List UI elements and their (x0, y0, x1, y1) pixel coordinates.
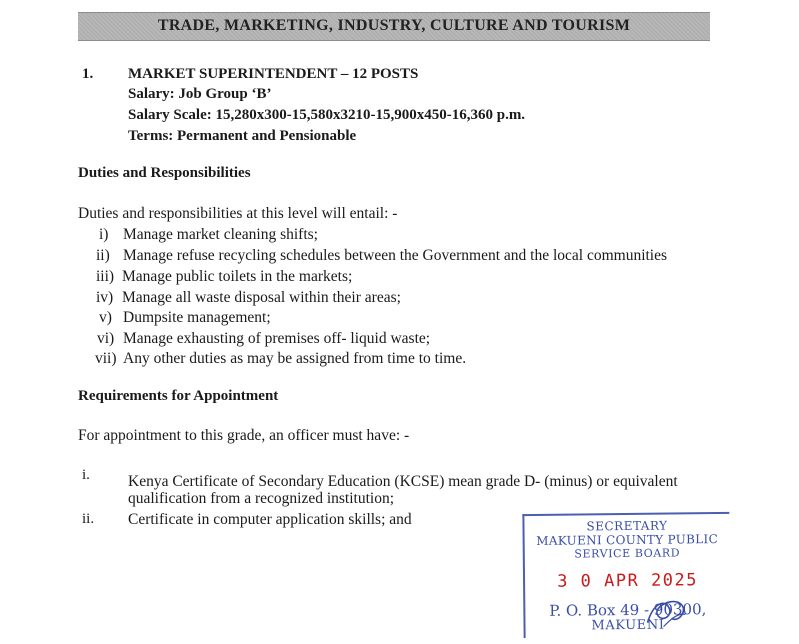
requirement-number: i. (82, 467, 90, 483)
duty-text: Manage market cleaning shifts; (123, 226, 318, 243)
post-title: MARKET SUPERINTENDENT – 12 POSTS (128, 66, 419, 82)
duty-item (96, 247, 667, 265)
signature-icon (643, 592, 689, 632)
stamp-secretary: SECRETARY (586, 518, 668, 534)
duty-number: iii) (96, 268, 115, 285)
stamp-board-suffix: SERVICE BOARD (574, 546, 681, 561)
duty-text: Manage public toilets in the markets; (122, 268, 353, 285)
duty-number: ii) (96, 247, 110, 264)
requirement-text: Certificate in computer application skills; and (128, 511, 412, 528)
post-salary-scale: Salary Scale: 15,280x300-15,580x3210-15,900x450-16,360 p.m. (128, 107, 526, 123)
stamp-board-name: MAKUENI COUNTY PUBLIC (536, 532, 719, 548)
duty-item (96, 268, 352, 286)
duty-number: vi) (97, 330, 115, 347)
duty-number: v) (99, 309, 112, 326)
requirement-text: Kenya Certificate of Secondary Education (KCSE) mean grade D- (minus) or equivalent (128, 473, 678, 490)
stamp-town: MAKUENI (591, 617, 665, 634)
duty-text: Manage exhausting of premises off- liquid waste; (123, 330, 431, 347)
requirements-intro: For appointment to this grade, an officer must have: - (78, 427, 410, 444)
official-stamp (522, 512, 730, 638)
requirement-number: ii. (82, 511, 95, 527)
duty-text: Dumpsite management; (123, 309, 271, 326)
duties-intro: Duties and responsibilities at this level will entail: - (78, 205, 398, 222)
duties-heading: Duties and Responsibilities (78, 165, 251, 181)
post-number: 1. (82, 66, 94, 82)
requirement-text: qualification from a recognized institution; (128, 490, 395, 507)
stamp-po-box: P. O. Box 49 - 90300, (549, 600, 707, 620)
duty-item (99, 309, 271, 327)
duty-number: vii) (95, 350, 117, 367)
requirements-heading: Requirements for Appointment (78, 388, 279, 404)
stamp-date: 3 0 APR 2025 (557, 570, 699, 592)
duty-text: Any other duties as may be assigned from time to time. (123, 350, 467, 367)
duty-item (96, 289, 401, 307)
section-title: TRADE, MARKETING, INDUSTRY, CULTURE AND TOURISM (157, 17, 631, 34)
duty-item (97, 330, 430, 348)
duty-item (99, 226, 318, 244)
duty-number: iv) (96, 289, 114, 306)
duty-text: Manage refuse recycling schedules between the Government and the local communities (123, 247, 668, 264)
section-banner (78, 12, 710, 41)
post-salary: Salary: Job Group ‘B’ (128, 86, 272, 102)
post-terms: Terms: Permanent and Pensionable (128, 128, 357, 144)
duty-number: i) (99, 226, 109, 243)
duty-text: Manage all waste disposal within their areas; (122, 289, 401, 306)
duty-item (95, 350, 466, 368)
